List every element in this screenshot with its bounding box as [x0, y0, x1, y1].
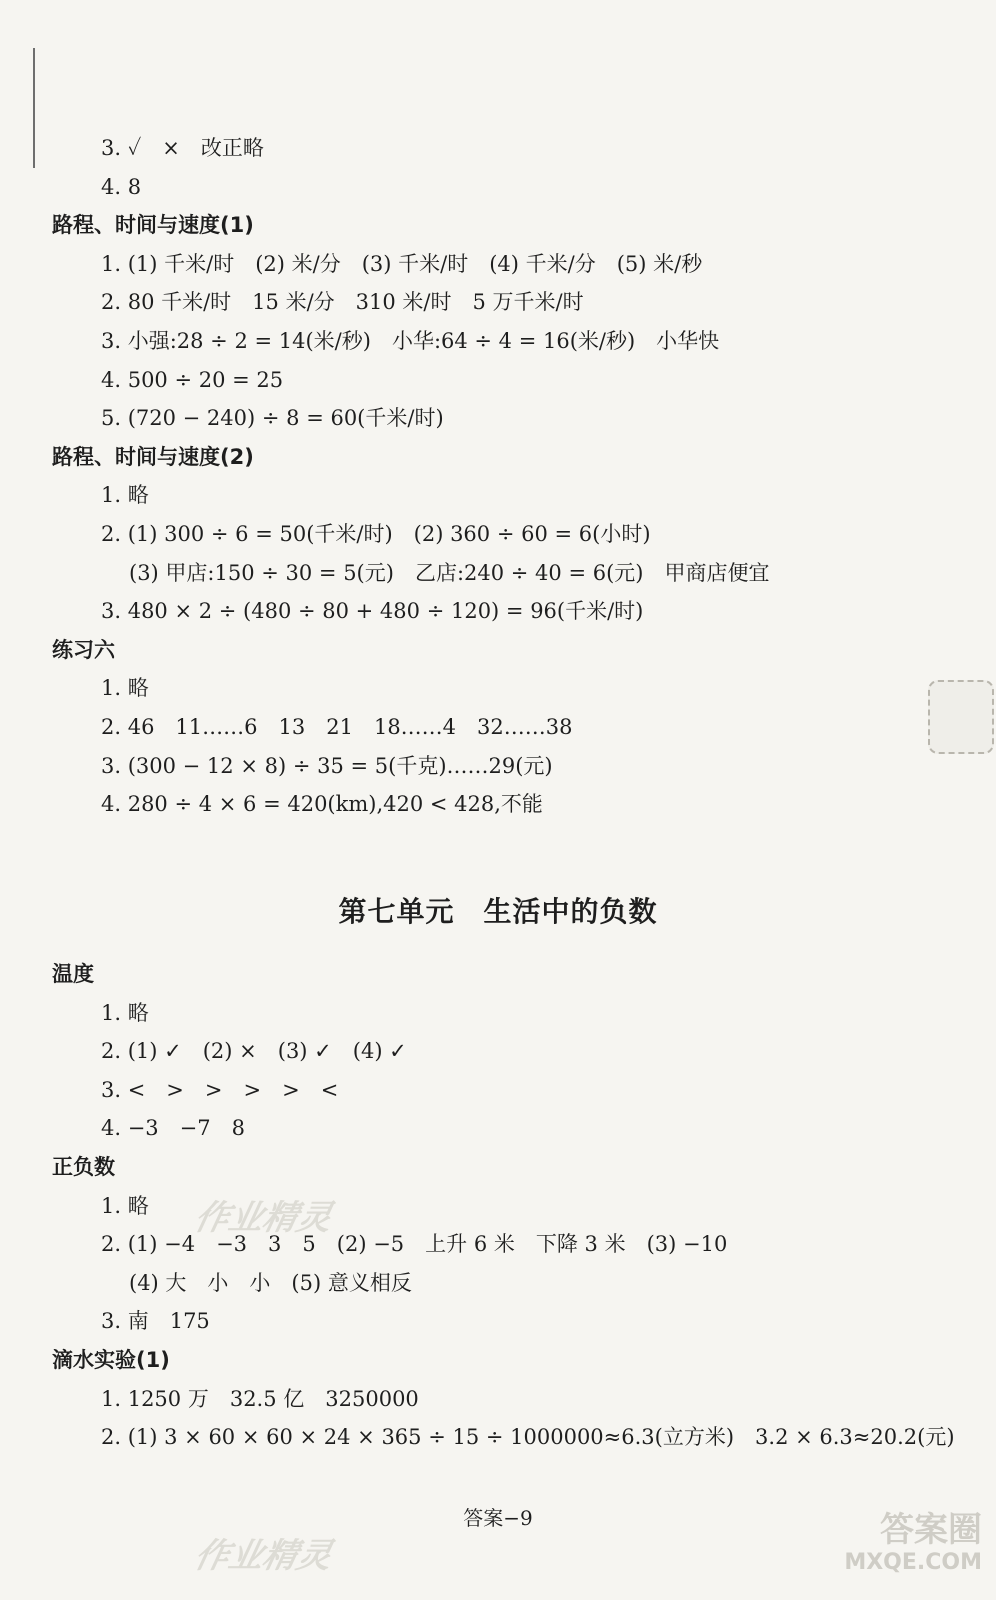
corner-watermark [792, 1510, 982, 1584]
answer-line: (3) 甲店:150 ÷ 30 = 5(元) 乙店:240 ÷ 40 = 6(元) 甲商店便宜 [129, 560, 770, 585]
answer-line: 2. 80 千米/时 15 米/分 310 米/时 5 万千米/时 [101, 290, 584, 315]
page-footer: 答案−9 [463, 1506, 533, 1530]
answer-line: 5. (720 − 240) ÷ 8 = 60(千米/时) [101, 406, 444, 431]
section-heading: 滴水实验(1) [52, 1348, 170, 1372]
answer-line: 2. (1) 300 ÷ 6 = 50(千米/时) (2) 360 ÷ 60 = 6(小时) [101, 522, 651, 546]
answer-line: 4. −3 −7 8 [101, 1116, 245, 1141]
watermark-middle: 作业精灵 [191, 1198, 336, 1238]
answer-line: 1. 略 [101, 483, 149, 508]
answer-line: 4. 280 ÷ 4 × 6 = 420(km),420 < 428,不能 [101, 792, 543, 817]
answer-line: 4. 500 ÷ 20 = 25 [101, 367, 284, 392]
corner-watermark-url: MXQE.COM [844, 1550, 982, 1575]
answer-line: 3. 480 × 2 ÷ (480 ÷ 80 + 480 ÷ 120) = 96(千米/时) [101, 599, 644, 624]
answer-line: 2. 46 11……6 13 21 18……4 32……38 [101, 715, 573, 739]
answer-line: 3. ✓ × 改正略 [101, 136, 264, 160]
answer-line: (4) 大 小 小 (5) 意义相反 [129, 1270, 412, 1295]
answer-line: 2. (1) ✓ (2) × (3) ✓ (4) ✓ [101, 1039, 407, 1064]
unit-title: 第七单元 生活中的负数 [338, 895, 658, 928]
answer-line: 2. (1) −4 −3 3 5 (2) −5 上升 6 米 下降 3 米 (3) −10 [101, 1232, 728, 1257]
answer-line: 1. (1) 千米/时 (2) 米/分 (3) 千米/时 (4) 千米/分 (5) 米/秒 [101, 251, 703, 276]
answer-line: 3. < > > > > < [101, 1077, 339, 1102]
corner-watermark-title: 答案圈 [880, 1510, 982, 1550]
answer-line: 1. 略 [101, 676, 149, 701]
stamp-logo [928, 680, 994, 754]
section-heading: 练习六 [52, 637, 115, 662]
section-heading: 路程、时间与速度(1) [52, 213, 254, 238]
answer-line: 1. 1250 万 32.5 亿 3250000 [101, 1386, 419, 1411]
section-heading: 温度 [52, 962, 94, 986]
section-heading: 正负数 [52, 1155, 115, 1179]
answer-line: 1. 略 [101, 1193, 149, 1218]
answer-line: 1. 略 [101, 1000, 149, 1025]
answer-line: 3. 南 175 [101, 1309, 210, 1334]
answer-line: 2. (1) 3 × 60 × 60 × 24 × 365 ÷ 15 ÷ 1000000≈6.3(立方米) 3.2 × 6.3≈20.2(元) [101, 1425, 955, 1450]
answer-line: 3. 小强:28 ÷ 2 = 14(米/秒) 小华:64 ÷ 4 = 16(米/秒) 小华快 [101, 329, 720, 353]
section-heading: 路程、时间与速度(2) [52, 444, 254, 469]
answer-line: 3. (300 − 12 × 8) ÷ 35 = 5(千克)……29(元) [101, 753, 553, 778]
watermark-bottom: 作业精灵 [191, 1536, 336, 1576]
answer-line: 4. 8 [101, 174, 142, 199]
margin-rule [33, 48, 35, 168]
